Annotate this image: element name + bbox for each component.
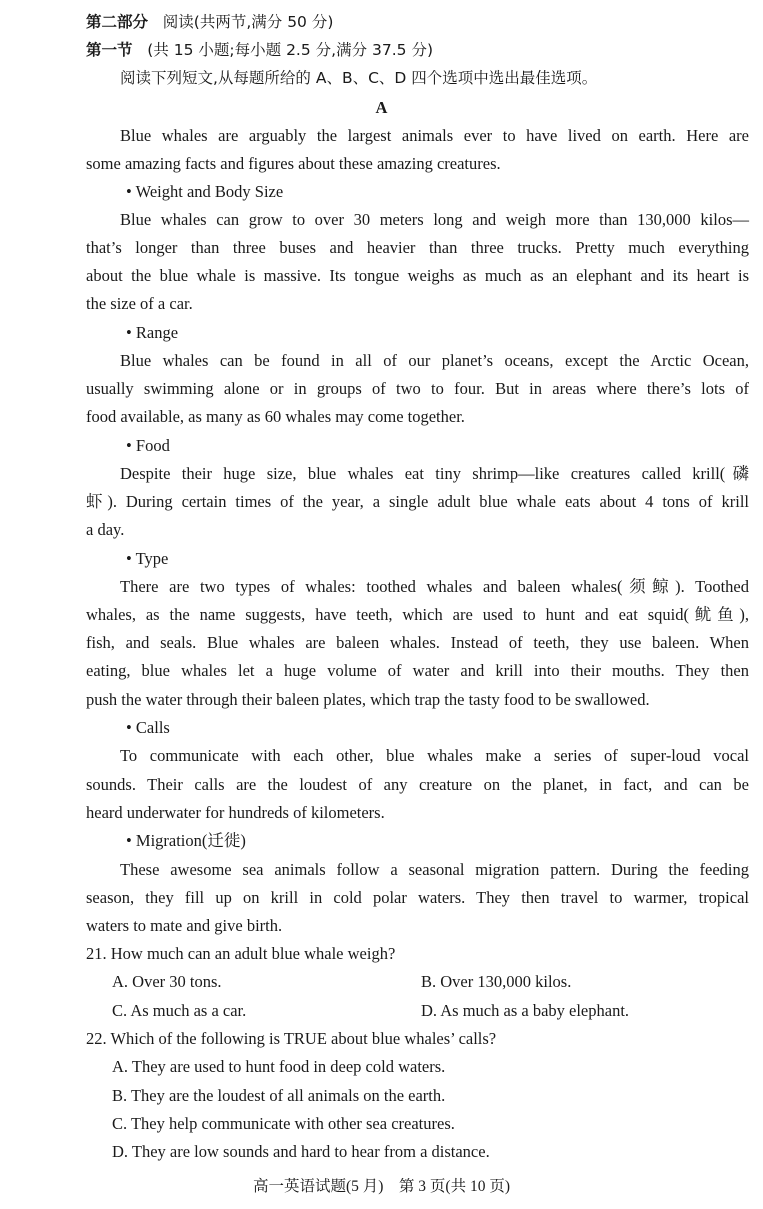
section-heading: • Type <box>126 549 169 568</box>
page-footer: 高一英语试题(5 月) 第 3 页(共 10 页) <box>252 1178 511 1195</box>
section-label: (共 15 小题;每小题 2.5 分,满分 37.5 分) <box>147 41 433 59</box>
passage-line: whales, as the name suggests, have teeth, which are used to hunt and eat squid(鱿鱼), <box>86 605 749 624</box>
passage-line: the size of a car. <box>86 294 193 313</box>
answer-option[interactable]: C. They help communicate with other sea creatures. <box>112 1114 455 1133</box>
question-stem: 21. How much can an adult blue whale weigh? <box>86 944 396 963</box>
section-heading: • Weight and Body Size <box>126 182 284 201</box>
section-heading: • Migration(迁徙) <box>126 831 246 850</box>
passage-line: sounds. Their calls are the loudest of any creature on the planet, in fact, and can be <box>86 775 749 794</box>
passage-line: Despite their huge size, blue whales eat tiny shrimp—like creatures called krill(磷 <box>120 464 749 483</box>
section-header <box>86 36 749 64</box>
passage-line: push the water through their baleen plates, which trap the tasty food to be swallowed. <box>86 690 650 709</box>
passage-line: There are two types of whales: toothed whales and baleen whales(须鲸). Toothed <box>120 577 749 596</box>
passage-line: These awesome sea animals follow a seasonal migration pattern. During the feeding <box>120 860 749 879</box>
passage-line: season, they fill up on krill in cold polar waters. They then travel to warmer, tropical <box>86 888 749 907</box>
passage-line: 虾). During certain times of the year, a single adult blue whale eats about 4 tons of krill <box>86 492 749 511</box>
answer-option[interactable]: C. As much as a car. <box>112 1001 247 1020</box>
passage-line: To communicate with each other, blue whales make a series of super-loud vocal <box>120 746 749 765</box>
answer-option[interactable]: D. They are low sounds and hard to hear from a distance. <box>112 1142 490 1161</box>
answer-option[interactable]: D. As much as a baby elephant. <box>421 1001 630 1020</box>
question-stem: 22. Which of the following is TRUE about blue whales’ calls? <box>86 1029 497 1048</box>
answer-option[interactable]: A. Over 30 tons. <box>112 972 222 991</box>
instruction: 阅读下列短文,从每题所给的 A、B、C、D 四个选项中选出最佳选项。 <box>120 69 598 87</box>
passage-line: heard underwater for hundreds of kilometers. <box>86 803 385 822</box>
section-heading: • Calls <box>126 718 170 737</box>
passage-line: about the blue whale is massive. Its tongue weighs as much as an elephant and its heart is <box>86 266 749 285</box>
passage-line: Blue whales are arguably the largest animals ever to have lived on earth. Here are <box>120 126 749 145</box>
passage-line: Blue whales can grow to over 30 meters long and weigh more than 130,000 kilos— <box>120 210 749 229</box>
passage-line: a day. <box>86 520 125 539</box>
section-title: 第一节 <box>86 41 133 59</box>
part-header <box>86 8 749 36</box>
passage-letter: A <box>375 98 388 117</box>
section-heading: • Range <box>126 323 179 342</box>
passage-line: waters to mate and give birth. <box>86 916 283 935</box>
answer-option[interactable]: A. They are used to hunt food in deep cold waters. <box>112 1057 446 1076</box>
answer-option[interactable]: B. Over 130,000 kilos. <box>421 972 572 991</box>
passage-line: food available, as many as 60 whales may come together. <box>86 407 465 426</box>
section-heading: • Food <box>126 436 170 455</box>
passage-line: some amazing facts and figures about these amazing creatures. <box>86 154 501 173</box>
passage-line: fish, and seals. Blue whales are baleen whales. Instead of teeth, they use baleen. When <box>86 633 749 652</box>
part-label: 阅读(共两节,满分 50 分) <box>162 13 334 31</box>
passage-line: Blue whales can be found in all of our planet’s oceans, except the Arctic Ocean, <box>120 351 749 370</box>
passage-line: eating, blue whales let a huge volume of water and krill into their mouths. They then <box>86 661 749 680</box>
answer-option[interactable]: B. They are the loudest of all animals on the earth. <box>112 1086 446 1105</box>
passage-line: that’s longer than three buses and heavier than three trucks. Pretty much everything <box>86 238 749 257</box>
passage-line: usually swimming alone or in groups of two to four. But in areas where there’s lots of <box>86 379 749 398</box>
part-title: 第二部分 <box>86 13 149 31</box>
